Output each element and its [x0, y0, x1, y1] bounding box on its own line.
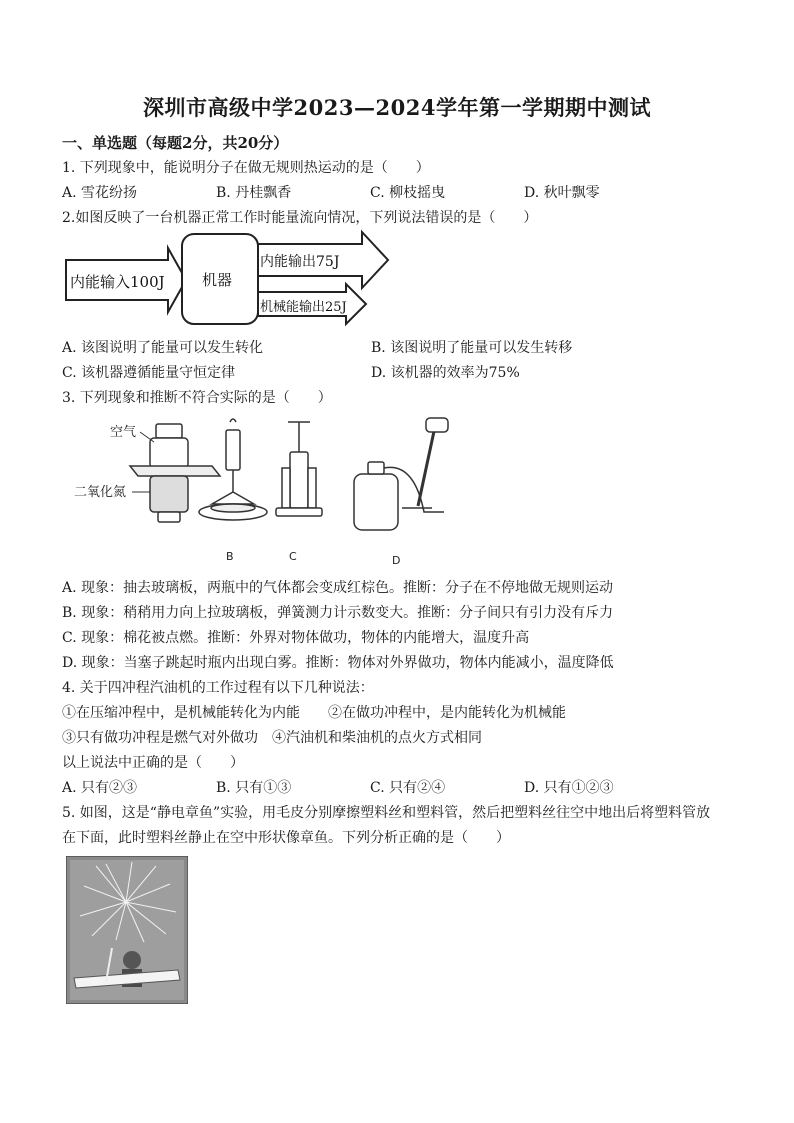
question-5-stem-line-2: 在下面，此时塑料丝静止在空中形状像章鱼。下列分析正确的是（ ） — [62, 830, 510, 846]
q2-option-a: A. 该图说明了能量可以发生转化 — [62, 340, 264, 356]
figure-c-label: C — [289, 550, 297, 563]
q4-option-a: A. 只有②③ — [62, 780, 138, 796]
question-1-stem: 1. 下列现象中，能说明分子在做无规则热运动的是（ ） — [62, 160, 430, 176]
q4-option-d: D. 只有①②③ — [524, 780, 614, 796]
air-label: 空气 — [110, 425, 137, 440]
figure-d-label: D — [392, 554, 401, 567]
no2-label: 二氧化氮 — [74, 485, 127, 500]
question-4-stem: 4. 关于四冲程汽油机的工作过程有以下几种说法： — [62, 680, 374, 696]
q4-question-line: 以上说法中正确的是（ ） — [62, 755, 244, 771]
output-mechanical-label: 机械能输出25J — [260, 300, 347, 315]
energy-flow-diagram — [62, 226, 402, 330]
section-heading: 一、单选题（每题2分，共20分） — [62, 134, 289, 152]
figure-c-piston — [276, 422, 322, 516]
q2-option-b: B. 该图说明了能量可以发生转移 — [371, 340, 573, 356]
q1-option-a: A. 雪花纷扬 — [62, 185, 138, 201]
figure-d-bottle-pump — [354, 418, 448, 530]
input-label: 内能输入100J — [70, 273, 165, 291]
q1-option-d: D. 秋叶飘零 — [524, 185, 600, 201]
question-2-stem: 2.如图反映了一台机器正常工作时能量流向情况，下列说法错误的是（ ） — [62, 210, 538, 226]
q2-option-c: C. 该机器遵循能量守恒定律 — [62, 365, 236, 381]
experiment-figures — [62, 412, 482, 572]
q4-option-c: C. 只有②④ — [370, 780, 446, 796]
output-internal-label: 内能输出75J — [260, 254, 340, 270]
q1-option-b: B. 丹桂飘香 — [216, 185, 292, 201]
machine-label: 机器 — [202, 271, 233, 289]
page-title: 深圳市高级中学2023—2024学年第一学期期中测试 — [143, 95, 651, 120]
q2-option-d: D. 该机器的效率为75% — [371, 365, 520, 381]
q3-option-b: B. 现象：稍稍用力向上拉玻璃板，弹簧测力计示数变大。推断：分子间只有引力没有斥力 — [62, 605, 614, 621]
question-5-stem-line-1: 5. 如图，这是“静电章鱼”实验，用毛皮分别摩擦塑料丝和塑料管，然后把塑料丝往空中地出后将塑料管放 — [62, 805, 711, 821]
person-head — [123, 951, 141, 969]
q3-option-d: D. 现象：当塞子跳起时瓶内出现白雾。推断：物体对外界做功，物体内能减小，温度降低 — [62, 655, 614, 671]
static-octopus-photo — [66, 856, 188, 1004]
question-3-stem: 3. 下列现象和推断不符合实际的是（ ） — [62, 390, 332, 406]
q4-statement-line-2: ③只有做功冲程是燃气对外做功 ④汽油机和柴油机的点火方式相同 — [62, 730, 482, 746]
q4-option-b: B. 只有①③ — [216, 780, 292, 796]
q1-option-c: C. 柳枝摇曳 — [370, 185, 446, 201]
q3-option-c: C. 现象：棉花被点燃。推断：外界对物体做功，物体的内能增大，温度升高 — [62, 630, 530, 646]
q4-statement-line-1: ①在压缩冲程中，是机械能转化为内能 ②在做功冲程中，是内能转化为机械能 — [62, 705, 566, 721]
q3-option-a: A. 现象：抽去玻璃板，两瓶中的气体都会变成红棕色。推断：分子在不停地做无规则运动 — [62, 580, 614, 596]
figure-b-label: B — [226, 550, 234, 563]
